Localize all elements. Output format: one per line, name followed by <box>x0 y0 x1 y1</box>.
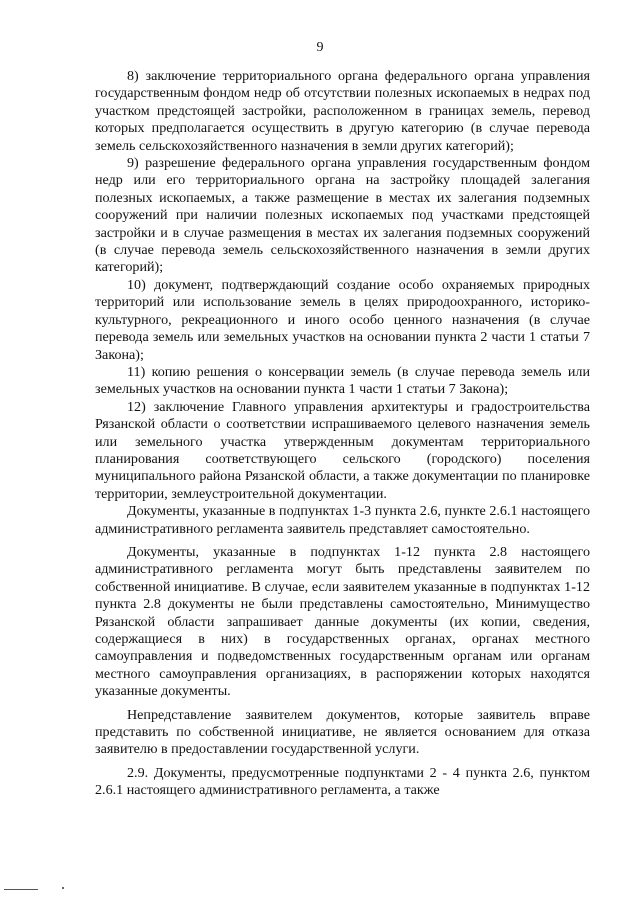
paragraph-item-10: 10) документ, подтверждающий создание особо охраняемых природных территорий или использование земель в целях природоохранного, историко-культурного, рекреационного и иного особо ценного назначения (в случае перевода земель или земельных участков на основании пункта 2 части 1 статьи 7 Закона); <box>95 276 590 363</box>
document-body <box>95 68 590 800</box>
paragraph-item-8: 8) заключение территориального органа федерального органа управления государственным фондом недр об отсутствии полезных ископаемых в недрах под участком предстоящей застройки, расположенном в границах земель, перевод которых предполагается осуществить в другую категорию (в случае перевода земель сельскохозяйственного назначения в земли других категорий); <box>95 68 590 154</box>
paragraph-item-11: 11) копию решения о консервации земель (в случае перевода земель или земельных участков на основании пункта 1 части 1 статьи 7 Закона); <box>95 363 590 398</box>
paragraph-item-9: 9) разрешение федерального органа управления государственным фондом недр или его территориального органа на застройку площадей залегания полезных ископаемых, а также размещение в местах их залегания подземных сооружений при наличии полезных ископаемых под участками предстоящей застройки и в случае размещения в местах их залегания подземных сооружений (в случае перевода земель сельскохозяйственного назначения в земли других категорий); <box>95 155 590 276</box>
paragraph-non-submission: Непредставление заявителем документов, которые заявитель вправе представить по собственной инициативе, не является основанием для отказа заявителю в предоставлении государственной услуги. <box>95 706 590 758</box>
paragraph-item-12: 12) заключение Главного управления архитектуры и градостроительства Рязанской области о соответствии испрашиваемого целевого назначения земель или земельного участка утвержденным документам территориального планирования соответствующего сельского (городского) поселения муниципального района Рязанской области, а также документации по планировке территории, землеустроительной документации. <box>95 398 590 502</box>
paragraph-self-submitted-docs: Документы, указанные в подпунктах 1-3 пункта 2.6, пункте 2.6.1 настоящего административного регламента заявитель представляет самостоятельно. <box>95 503 590 537</box>
footer-mark <box>62 887 64 889</box>
footer-rule <box>4 889 38 890</box>
page-number: 9 <box>316 40 324 55</box>
paragraph-2-9: 2.9. Документы, предусмотренные подпунктами 2 - 4 пункта 2.6, пунктом 2.6.1 настоящего административного регламента, а также <box>95 764 590 799</box>
paragraph-optional-docs: Документы, указанные в подпунктах 1-12 пункта 2.8 настоящего административного регламента могут быть представлены заявителем по собственной инициативе. В случае, если заявителем указанные в подпунктах 1-12 пункта 2.8 документы не были представлены самостоятельно, Минимущество Рязанской области запрашивает данные документы (их копии, сведения, содержащиеся в них) в государственных органах, органах местного самоуправления и подведомственных государственным органам или органам местного самоуправления организациях, в распоряжении которых находятся указанные документы. <box>95 543 590 700</box>
